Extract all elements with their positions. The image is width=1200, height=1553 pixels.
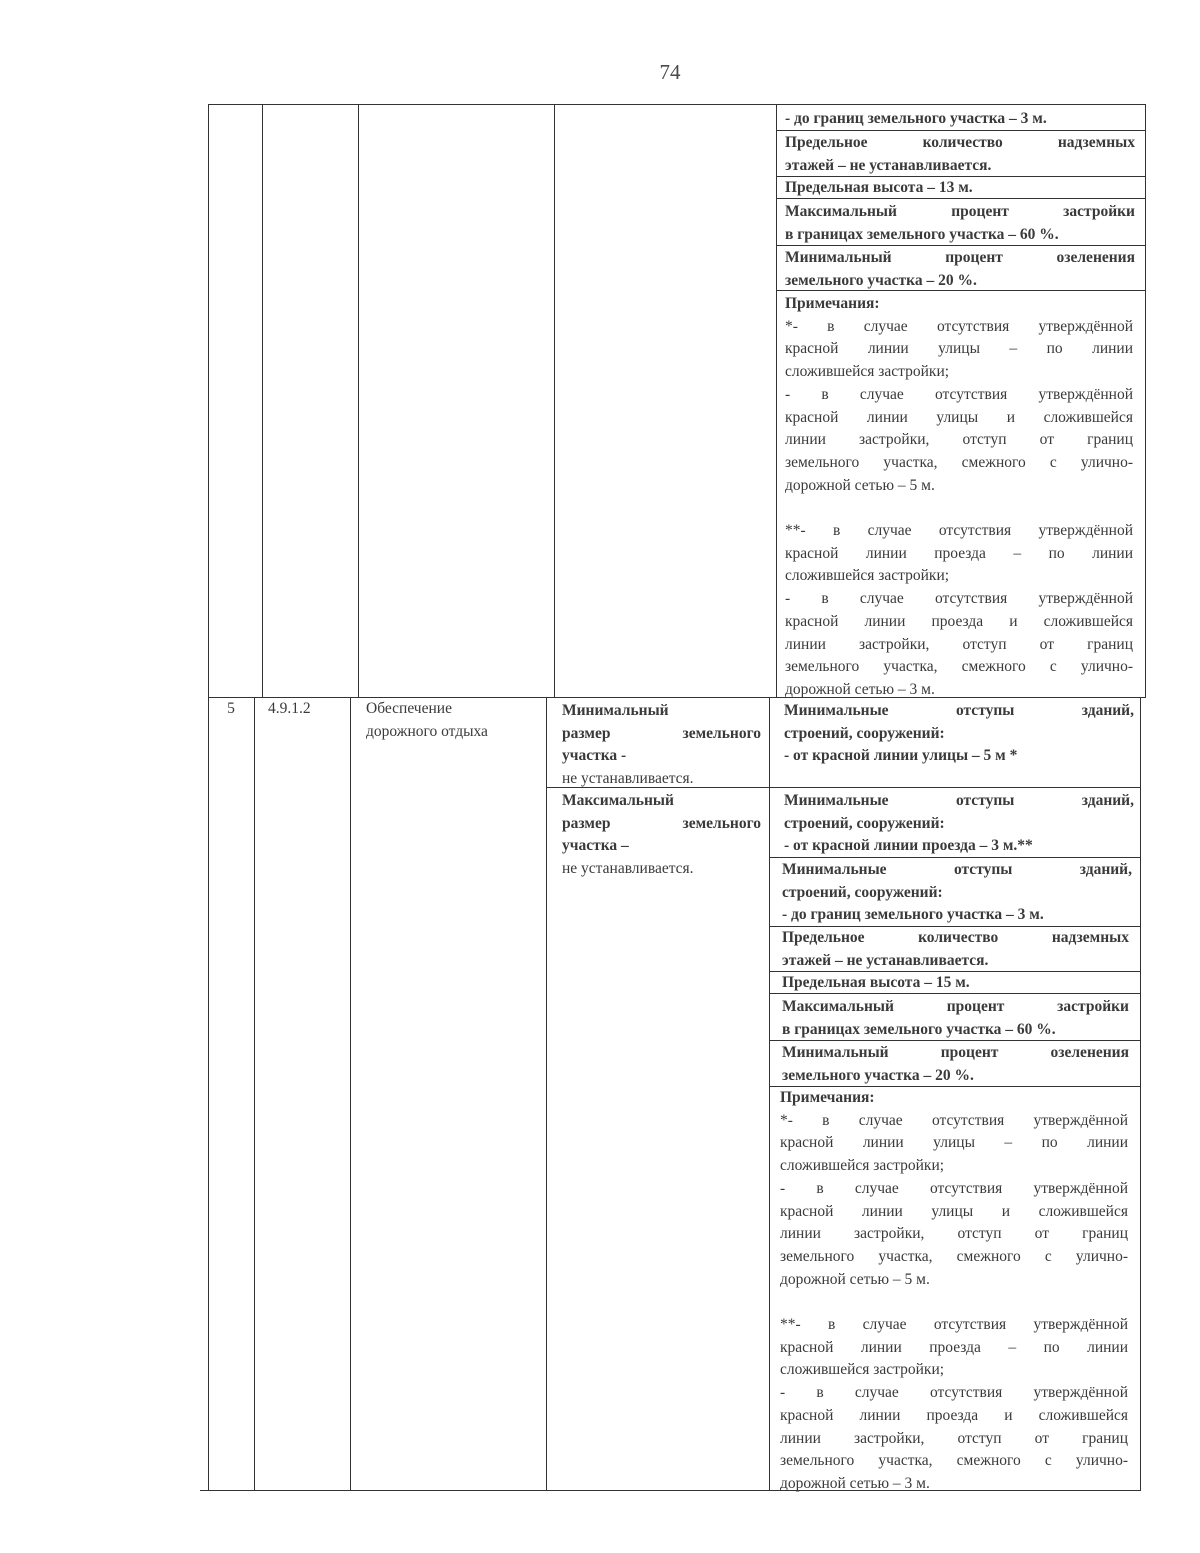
upper-cell-build-percent: Максимальный процент застройки в границах земельного участка – 60 %. bbox=[785, 203, 1135, 243]
row-name: Обеспечение дорожного отдыха bbox=[366, 700, 488, 740]
param-height: Предельная высота – 15 м. bbox=[782, 974, 970, 991]
min-plot-size: Минимальный размер земельного участка - не устанавливается. bbox=[562, 702, 761, 788]
param-floors: Предельное количество надземных этажей – не устанавливается. bbox=[782, 929, 1129, 969]
row5-notes: Примечания: *- в случае отсутствия утверждённой красной линии улицы – по линии сложившейся застройки; - в случае отсутствия утверждённой красной линии улицы и сложившейся линии застройки, отступ от границ земельного участка, смежного с улично- дорожной сетью – 5 м. **- в случае отсутствия утверждённой красной линии проезда – по линии сложившейся застройки; - в случае отсутствия утверждённой красной линии проезда и сложившейся линии застройки, отступ от границ земельного участка, смежного с улично- дорожной сетью – 3 м. bbox=[780, 1089, 1128, 1492]
page-number: 74 bbox=[659, 60, 681, 84]
param-setback-passage: Минимальные отступы зданий, строений, сооружений: - от красной линии проезда – 3 м.** bbox=[784, 792, 1134, 855]
upper-notes: Примечания: *- в случае отсутствия утверждённой красной линии улицы – по линии сложившейся застройки; - в случае отсутствия утверждённой красной линии улицы и сложившейся линии застройки, отступ от границ земельного участка, смежного с улично- дорожной сетью – 5 м. **- в случае отсутствия утверждённой красной линии проезда – по линии сложившейся застройки; - в случае отсутствия утверждённой красной линии проезда и сложившейся линии застройки, отступ от границ земельного участка, смежного с улично- дорожной сетью – 3 м. bbox=[785, 295, 1133, 698]
upper-cell-floors: Предельное количество надземных этажей – не устанавливается. bbox=[785, 134, 1135, 174]
upper-cell-boundary: - до границ земельного участка – 3 м. bbox=[785, 110, 1047, 127]
row-code: 4.9.1.2 bbox=[268, 700, 311, 717]
param-setback-street: Минимальные отступы зданий, строений, сооружений: - от красной линии улицы – 5 м * bbox=[784, 702, 1134, 765]
row-number: 5 bbox=[227, 700, 235, 717]
param-setback-boundary: Минимальные отступы зданий, строений, сооружений: - до границ земельного участка – 3 м. bbox=[782, 861, 1132, 924]
param-build-percent: Максимальный процент застройки в границах земельного участка – 60 %. bbox=[782, 998, 1129, 1038]
max-plot-size: Максимальный размер земельного участка – не устанавливается. bbox=[562, 792, 761, 878]
param-green-percent: Минимальный процент озеленения земельного участка – 20 %. bbox=[782, 1044, 1129, 1084]
upper-cell-height: Предельная высота – 13 м. bbox=[785, 179, 973, 196]
upper-cell-green-percent: Минимальный процент озеленения земельного участка – 20 %. bbox=[785, 249, 1135, 289]
